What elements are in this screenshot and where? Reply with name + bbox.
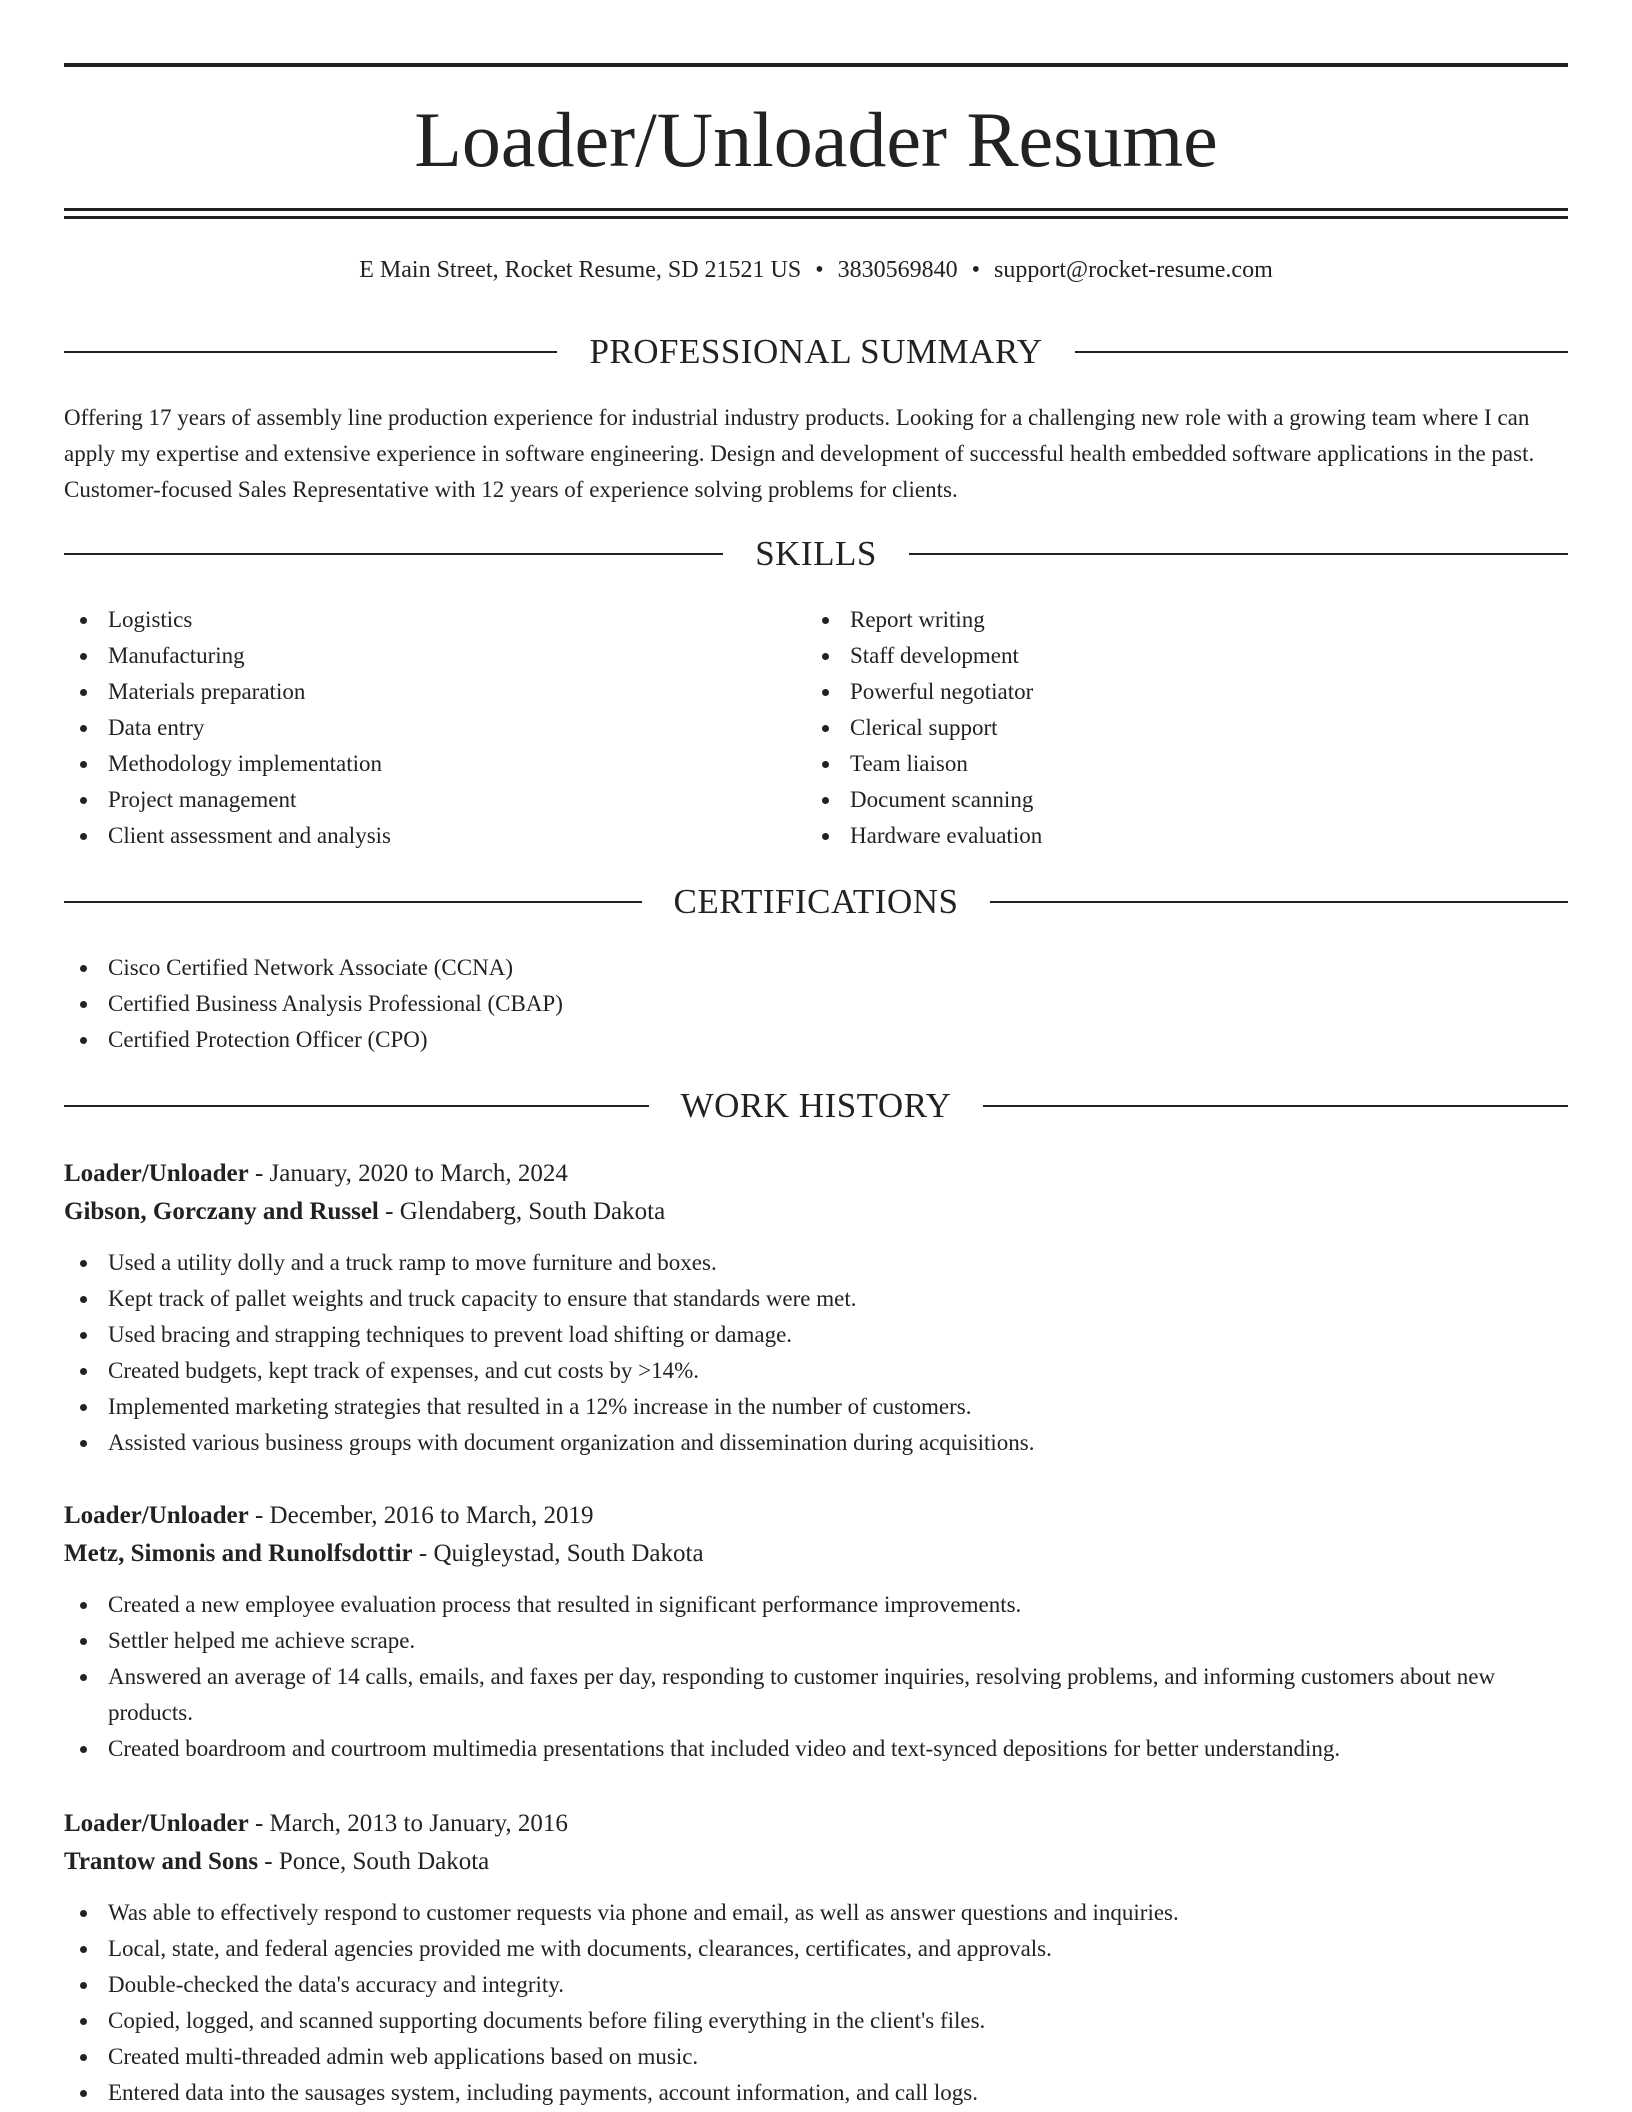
- job-bullet: Double-checked the data's accuracy and integrity.: [64, 1967, 1568, 2003]
- job-dates: January, 2020 to March, 2024: [269, 1160, 568, 1187]
- section-header-work-history: [64, 1084, 1568, 1128]
- contact-separator: •: [971, 257, 981, 283]
- job-company: Metz, Simonis and Runolfsdottir: [64, 1540, 413, 1567]
- certification-item: Certified Business Analysis Professional (CBAP): [64, 986, 1568, 1022]
- job-bullets: [64, 1587, 1568, 1767]
- title-double-rule: [64, 208, 1568, 219]
- job-dates: March, 2013 to January, 2016: [269, 1810, 568, 1837]
- skill-item: Logistics: [64, 602, 804, 638]
- skill-item: Clerical support: [806, 710, 1546, 746]
- skill-item: Materials preparation: [64, 674, 804, 710]
- job-entry: [64, 1497, 1568, 1767]
- top-rule: [64, 63, 1568, 67]
- job-bullet: Used a utility dolly and a truck ramp to move furniture and boxes.: [64, 1245, 1568, 1281]
- skill-item: Methodology implementation: [64, 746, 804, 782]
- skill-item: Staff development: [806, 638, 1546, 674]
- section-header-summary: [64, 330, 1568, 374]
- section-title-skills: SKILLS: [755, 534, 877, 573]
- contact-address: E Main Street, Rocket Resume, SD 21521 US: [359, 257, 802, 283]
- job-bullet: Settler helped me achieve scrape.: [64, 1623, 1568, 1659]
- job-company-line: Gibson, Gorczany and Russel - Glendaberg, South Dakota: [64, 1198, 666, 1225]
- skill-item: Document scanning: [806, 782, 1546, 818]
- job-bullet: Assisted various business groups with document organization and dissemination during acquisitions.: [64, 1425, 1568, 1461]
- job-bullet: Implemented marketing strategies that resulted in a 12% increase in the number of customers.: [64, 1389, 1568, 1425]
- skills-list-left: [64, 602, 804, 854]
- skill-item: Manufacturing: [64, 638, 804, 674]
- job-bullet: Was able to effectively respond to customer requests via phone and email, as well as answer questions and inquiries.: [64, 1895, 1568, 1931]
- job-bullet: Used bracing and strapping techniques to prevent load shifting or damage.: [64, 1317, 1568, 1353]
- job-dates: December, 2016 to March, 2019: [269, 1502, 594, 1529]
- job-title-line: Loader/Unloader - January, 2020 to March, 2024: [64, 1160, 568, 1187]
- job-role: Loader/Unloader: [64, 1160, 249, 1187]
- certifications-list: [64, 950, 1568, 1058]
- job-company-line: Metz, Simonis and Runolfsdottir - Quigleystad, South Dakota: [64, 1540, 704, 1567]
- job-role: Loader/Unloader: [64, 1810, 249, 1837]
- section-rule: [1075, 351, 1568, 353]
- job-bullets: [64, 1245, 1568, 1461]
- job-bullets: [64, 1895, 1568, 2111]
- resume-title: Loader/Unloader Resume: [414, 96, 1218, 183]
- skill-item: Client assessment and analysis: [64, 818, 804, 854]
- job-bullet: Copied, logged, and scanned supporting documents before filing everything in the client's files.: [64, 2003, 1568, 2039]
- contact-phone: 3830569840: [837, 257, 958, 283]
- job-bullet: Local, state, and federal agencies provided me with documents, clearances, certificates, and approvals.: [64, 1931, 1568, 1967]
- section-title-summary: PROFESSIONAL SUMMARY: [589, 332, 1043, 371]
- job-bullet: Created budgets, kept track of expenses, and cut costs by >14%.: [64, 1353, 1568, 1389]
- job-company: Gibson, Gorczany and Russel: [64, 1198, 379, 1225]
- job-location: Quigleystad, South Dakota: [433, 1540, 704, 1567]
- job-company: Trantow and Sons: [64, 1848, 259, 1875]
- job-location: Ponce, South Dakota: [278, 1848, 490, 1875]
- skill-item: Hardware evaluation: [806, 818, 1546, 854]
- job-title-line: Loader/Unloader - March, 2013 to January, 2016: [64, 1810, 568, 1837]
- job-location: Glendaberg, South Dakota: [399, 1198, 666, 1225]
- contact-separator: •: [815, 257, 824, 283]
- section-rule: [909, 553, 1568, 555]
- job-entry: [64, 1805, 1568, 2111]
- job-bullet: Created multi-threaded admin web applications based on music.: [64, 2039, 1568, 2075]
- job-bullet: Kept track of pallet weights and truck capacity to ensure that standards were met.: [64, 1281, 1568, 1317]
- skill-item: Powerful negotiator: [806, 674, 1546, 710]
- job-bullet: Created a new employee evaluation process that resulted in significant performance improvements.: [64, 1587, 1568, 1623]
- job-bullet: Answered an average of 14 calls, emails, and faxes per day, responding to customer inquiries, resolving problems, and informing customers about new products.: [64, 1659, 1568, 1731]
- section-header-certifications: [64, 880, 1568, 924]
- section-rule: [64, 351, 557, 353]
- skill-item: Report writing: [806, 602, 1546, 638]
- section-rule: [64, 901, 642, 903]
- skill-item: Data entry: [64, 710, 804, 746]
- job-bullet: Created boardroom and courtroom multimedia presentations that included video and text-synced depositions for better understanding.: [64, 1731, 1568, 1767]
- certification-item: Certified Protection Officer (CPO): [64, 1022, 1568, 1058]
- section-rule: [990, 901, 1568, 903]
- job-title-line: Loader/Unloader - December, 2016 to March, 2019: [64, 1502, 594, 1529]
- contact-email: support@rocket-resume.com: [994, 257, 1273, 283]
- job-company-line: Trantow and Sons - Ponce, South Dakota: [64, 1848, 490, 1875]
- job-bullet: Entered data into the sausages system, including payments, account information, and call logs.: [64, 2075, 1568, 2111]
- skills-list-right: [806, 602, 1546, 854]
- job-entry: [64, 1155, 1568, 1461]
- summary-text: Offering 17 years of assembly line production experience for industrial industry products. Looking for a challenging new role with a growing team where I can apply my expertise and extensive experience in software engineering. Design and development of successful health embedded software applications in the past. Customer-focused Sales Representative with 12 years of experience solving problems for clients.: [64, 405, 1535, 502]
- skill-item: Team liaison: [806, 746, 1546, 782]
- section-rule: [64, 553, 723, 555]
- contact-line: [64, 252, 1568, 288]
- section-rule: [983, 1105, 1568, 1107]
- skill-item: Project management: [64, 782, 804, 818]
- section-header-skills: [64, 532, 1568, 576]
- section-rule: [64, 1105, 649, 1107]
- certification-item: Cisco Certified Network Associate (CCNA): [64, 950, 1568, 986]
- job-role: Loader/Unloader: [64, 1502, 249, 1529]
- section-title-work-history: WORK HISTORY: [680, 1086, 952, 1125]
- section-title-certifications: CERTIFICATIONS: [673, 882, 959, 921]
